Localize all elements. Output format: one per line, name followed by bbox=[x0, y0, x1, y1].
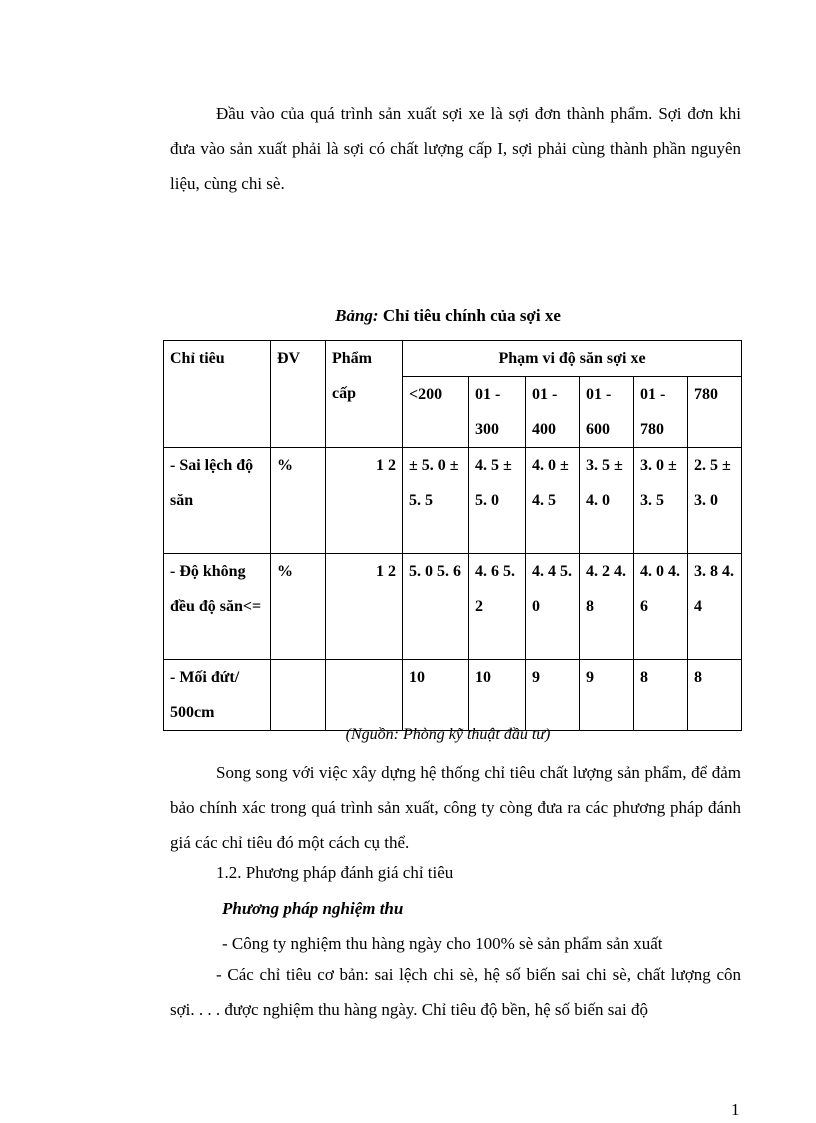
row-value: 4. 2 4. 8 bbox=[580, 554, 634, 660]
row-grade bbox=[326, 660, 403, 731]
table-row bbox=[164, 660, 742, 731]
body-paragraph-2: - Các chỉ tiêu cơ bản: sai lệch chi sè, hệ số biến sai chi sè, chất lượng côn sợi. . . . được nghiệm thu hàng ngày. Chỉ tiêu độ bền, hệ số biến sai độ bbox=[170, 965, 741, 1019]
row-value: 2. 5 ± 3. 0 bbox=[688, 448, 742, 554]
bullet-item: - Công ty nghiệm thu hàng ngày cho 100% sè sản phẩm sản xuất bbox=[222, 934, 663, 953]
spec-table bbox=[163, 340, 742, 731]
row-value: 8 bbox=[688, 660, 742, 731]
range-cell: 01 - 780 bbox=[634, 377, 688, 448]
header-grade: Phẩm cấp bbox=[326, 341, 403, 448]
range-cell: 01 - 400 bbox=[526, 377, 580, 448]
row-value: 9 bbox=[526, 660, 580, 731]
range-cell: 780 bbox=[688, 377, 742, 448]
row-name: - Độ không đều độ săn<= bbox=[164, 554, 271, 660]
body-paragraph: Song song với việc xây dựng hệ thống chỉ tiêu chất lượng sản phẩm, để đảm bảo chính xác trong quá trình sản xuất, công ty còng đưa ra các phương pháp đánh giá các chỉ tiêu đó một cách cụ thể. bbox=[170, 763, 741, 852]
header-unit: ĐV bbox=[271, 341, 326, 448]
row-value: 3. 5 ± 4. 0 bbox=[580, 448, 634, 554]
header-indicator: Chỉ tiêu bbox=[164, 341, 271, 448]
row-value: 8 bbox=[634, 660, 688, 731]
row-value: 4. 5 ± 5. 0 bbox=[469, 448, 526, 554]
page-number: 1 bbox=[731, 1100, 740, 1119]
row-value: 3. 0 ± 3. 5 bbox=[634, 448, 688, 554]
range-cell: 01 - 600 bbox=[580, 377, 634, 448]
method-heading: Phương pháp nghiệm thu bbox=[222, 899, 404, 918]
row-value: 10 bbox=[469, 660, 526, 731]
row-value: 9 bbox=[580, 660, 634, 731]
table-caption-label: Bảng: bbox=[335, 306, 379, 325]
row-grade: 1 2 bbox=[326, 448, 403, 554]
intro-paragraph: Đầu vào của quá trình sản xuất sợi xe là sợi đơn thành phẩm. Sợi đơn khi đưa vào sản xuất phải là sợi có chất lượng cấp I, sợi phải cùng thành phần nguyên liệu, cùng chi sè. bbox=[170, 104, 741, 193]
row-value: 4. 0 4. 6 bbox=[634, 554, 688, 660]
table-row bbox=[164, 554, 742, 660]
row-value: 4. 6 5. 2 bbox=[469, 554, 526, 660]
table-caption bbox=[163, 306, 733, 326]
row-value: 4. 4 5. 0 bbox=[526, 554, 580, 660]
table-caption-title: Chỉ tiêu chính của sợi xe bbox=[382, 306, 561, 325]
table-source: (Nguồn: Phòng kỹ thuật đầu tư) bbox=[345, 726, 551, 743]
row-value: 4. 0 ± 4. 5 bbox=[526, 448, 580, 554]
row-value: 10 bbox=[403, 660, 469, 731]
range-cell: <200 bbox=[403, 377, 469, 448]
row-name: - Sai lệch độ săn bbox=[164, 448, 271, 554]
row-value: ± 5. 0 ± 5. 5 bbox=[403, 448, 469, 554]
range-cell: 01 - 300 bbox=[469, 377, 526, 448]
section-heading: 1.2. Phương pháp đánh giá chỉ tiêu bbox=[216, 863, 454, 882]
table-row bbox=[164, 448, 742, 554]
row-unit: % bbox=[271, 554, 326, 660]
row-unit: % bbox=[271, 448, 326, 554]
row-grade: 1 2 bbox=[326, 554, 403, 660]
row-value: 3. 8 4. 4 bbox=[688, 554, 742, 660]
row-unit bbox=[271, 660, 326, 731]
row-name: - Mối đứt/ 500cm bbox=[164, 660, 271, 731]
table-header-row bbox=[164, 341, 742, 377]
row-value: 5. 0 5. 6 bbox=[403, 554, 469, 660]
header-range-title: Phạm vi độ săn sợi xe bbox=[403, 341, 742, 377]
